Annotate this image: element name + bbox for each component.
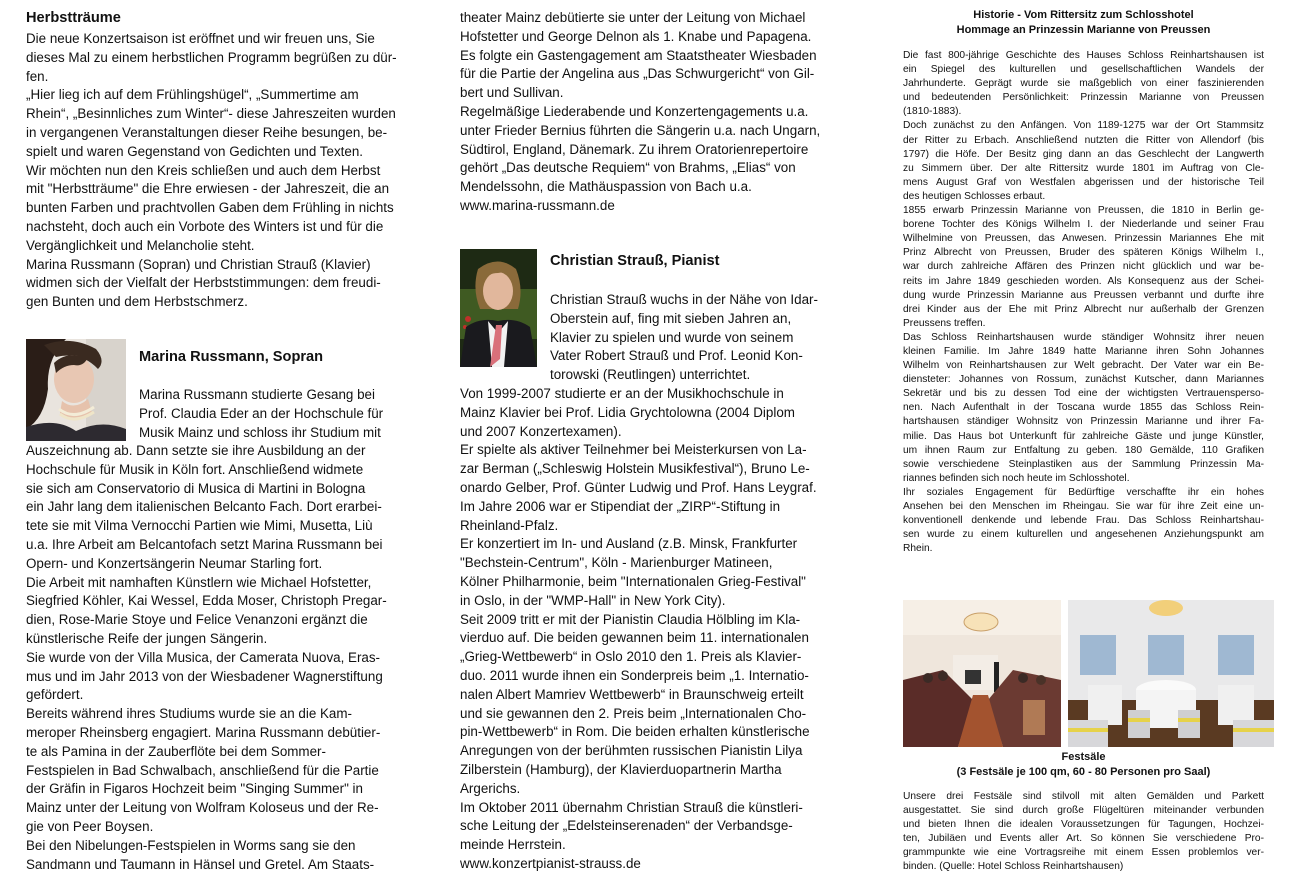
text-line: und sie gewannen den 2. Preis beim „Internationalen Cho- [460, 705, 807, 721]
text-line: sen wurde zu einem kulturellen und angesehenen Anziehungspunkt am [903, 529, 1264, 541]
text-line: um ihnen Raum zur Entfaltung zu geben. 180 Gemälde, 110 Grafiken [903, 444, 1264, 456]
history-paragraph [903, 119, 1264, 204]
text-line: zu Simmern über. Der alte Rittersitz wurde 1801 im Auftrag von Cle- [903, 162, 1264, 174]
text-line: konventionell denkende und lebende Frau. Das Schloss Reinhartshau- [903, 515, 1264, 527]
text-line: „Grieg-Wettbewerb“ in Oslo 2010 den 1. Preis als Klavier- [460, 649, 802, 665]
text-line: Mainz unter der Leitung von Wolfram Koloseus und der Re- [26, 800, 379, 816]
text-line: gie von Peer Boysen. [26, 818, 154, 834]
history-paragraph [903, 331, 1264, 486]
text-line: Preussens treffen. [903, 317, 986, 329]
text-line: Bereits während ihres Studiums wurde sie an die Kam- [26, 706, 352, 722]
text-line[interactable]: www.konzertpianist-strauss.de [460, 855, 641, 871]
text-line: Doch zunächst zu den Anfängen. Von 1189-1275 war der Ort Stammsitz [903, 120, 1264, 132]
caption-line1: Festsäle [1061, 751, 1106, 763]
text-line: zar Berman („Schleswig Holstein Musikfestival“), Bruno Le- [460, 461, 810, 477]
text-line: gefördert. [26, 687, 84, 703]
text-line: meroper Rheinsberg engagiert. Marina Russmann debütier- [26, 724, 381, 740]
text-line: tete sie mit Vilma Vernocchi Partien wie Mimi, Musetta, Liù [26, 518, 373, 534]
text-line: te als Pamina in der Zauberflöte bei dem Sommer- [26, 743, 326, 759]
text-line: duo. 2011 wurde ihnen ein Sonderpreis beim „1. Internatio- [460, 667, 809, 683]
text-line: Rhein“, „Besinnliches zum Winter“- diese Jahreszeiten wurden [26, 106, 396, 122]
artist-heading-christian-strauss: Christian Strauß, Pianist [550, 253, 720, 269]
text-line: der Gräfin in Figaros Hochzeit beim "Singing Summer" in [26, 781, 363, 797]
text-line: unter Frieder Bernius führten die Sängerin u.a. nach Ungarn, [460, 122, 821, 138]
text-line: milie. Das Haus bot Unterkunft für zahlreiche Gäste und junge Künstler, [903, 430, 1264, 442]
artist-bio-continued [460, 9, 820, 216]
text-line: "Bechstein-Centrum", Köln - Marienburger Matineen, [460, 555, 773, 571]
text-line: Klavier zu spielen und wurde von seinem [550, 329, 794, 345]
text-line: für die Partie der Angelina aus „Das Schwurgericht“ von Gil- [460, 66, 815, 82]
section-title: Herbstträume [26, 10, 121, 26]
text-line: ein Jahr lang dem italienischen Belcanto Fach. Dort erarbei- [26, 499, 382, 515]
text-line: dieses Mal zu einem herbstlichen Programm begrüßen zu dür- [26, 49, 397, 65]
text-line: mit "Herbstträume" die Ehre erwiesen - der Jahreszeit, die an [26, 181, 390, 197]
text-line: war durch zahlreiche Affären des Prinzen nicht glücklich und war be- [903, 261, 1264, 273]
text-line: bert und Sullivan. [460, 85, 564, 101]
text-line: Marina Russmann (Sopran) und Christian Strauß (Klavier) [26, 256, 371, 272]
text-line: Seit 2009 tritt er mit der Pianistin Claudia Hölbling im Kla- [460, 611, 801, 627]
text-line: meinde Herrstein. [460, 837, 566, 853]
festsaele-description [903, 790, 1264, 875]
text-line: gehört „Das deutsche Requiem“ von Brahms, „Elias“ von [460, 160, 796, 176]
text-line: 1797) die Höfe. Der Besitz ging dann an das Geschlecht der Langwerth [903, 148, 1264, 160]
text-line: sie sich am Conservatorio di Musica di Martini in Bologna [26, 480, 366, 496]
text-line: ten, Jubiläen und Events aller Art. So können Sie verschiedene Pro- [903, 833, 1264, 845]
text-line: in vergangenen Veranstaltungen dieser Reihe besungen, be- [26, 124, 388, 140]
text-line: Von 1999-2007 studierte er an der Musikhochschule in [460, 386, 784, 401]
text-line: Die neue Konzertsaison ist eröffnet und wir freuen uns, Sie [26, 31, 375, 46]
text-line: Unsere drei Festsäle sind stilvoll mit alten Gemälden und Parkett [903, 791, 1264, 802]
text-line: Prinz Albrecht von Preussen, Bruder des späteren Königs Wilhelm I., [903, 247, 1264, 259]
text-line: Jahrhunderte. Geprägt wurde sie maßgeblich von einer faszinierenden [903, 78, 1264, 90]
portrait-photo-christian-strauss [460, 249, 537, 367]
text-line: des heutigen Schlosses erbaut. [903, 190, 1046, 202]
text-line: u.a. Ihre Arbeit am Belcantofach setzt Marina Russmann bei [26, 536, 383, 552]
text-line: Wir möchten nun den Kreis schließen und auch dem Herbst [26, 162, 381, 178]
text-line: Wilhelmine von Preussen, das Anwesen. Prinzessin Mariannes Ehe mit [903, 233, 1264, 245]
text-line: ausgestattet. Sie sind durch große Flügeltüren miteinander verbunden [903, 805, 1264, 817]
text-line: Im Jahre 2006 war er Stipendiat der „ZIRP“-Stiftung in [460, 498, 781, 514]
text-line: diensteter: Johannes von Rossum, zunächst Kutscher, dann Mariannes [903, 374, 1264, 386]
text-line: und 2007 Konzertexamen). [460, 423, 622, 439]
festsaal-banquet-photo [1068, 600, 1274, 747]
history-paragraph [903, 486, 1264, 556]
text-line: hartshausen ständiger Wohnsitz von Prinzessin Marianne und ihrer Fa- [903, 416, 1264, 428]
text-line: Festspielen in Bad Schwalbach, anschließend für die Partie [26, 762, 379, 778]
festsaal-concert-photo [903, 600, 1061, 747]
text-line: Sandmann und Taumann in Hänsel und Gretel. Am Staats- [26, 856, 375, 872]
text-line: widmen sich der Vielfalt der Herbststimmungen: dem freudi- [26, 275, 381, 291]
text-line: nalen Albert Mamriev Wettbewerb“ in Braunschweig erteilt [460, 686, 804, 702]
text-line: (1810-1883). [903, 106, 962, 118]
text-line: Mendelssohn, die Mathäuspassion von Bach u.a. [460, 179, 752, 195]
text-line: Opern- und Konzertsängerin Neumar Starling fort. [26, 555, 323, 571]
text-line: kleinen Familie. Im Jahre 1849 hatte Marianne ihren Sohn Johannes [903, 345, 1264, 357]
text-line: 1855 erwarb Prinzessin Marianne von Preussen, die 1810 in Berlin ge- [903, 205, 1264, 217]
text-line: riannes befinden sich noch heute im Schlosshotel. [903, 472, 1130, 484]
history-title [903, 8, 1264, 38]
artist-bio-beside-photo [550, 291, 818, 385]
text-line: reits im Jahre 1849 geschieden worden. Als Konsequenz aus der Schei- [903, 275, 1264, 287]
text-line: nachsteht, doch auch ein Vorbote des Winters ist und für die [26, 218, 384, 234]
text-line: pin-Wettbewerb“ in Rom. Die beiden erhalten künstlerische [460, 724, 810, 740]
text-line: mens August Graf von Westfalen abgerissen und der historische Teil [903, 176, 1264, 188]
text-line: grammpunkte wie eine Vortragsreihe mit einem Essen problemlos ver- [903, 847, 1264, 859]
text-line: Hofstetter und George Delnon als 1. Knabe und Papagena. [460, 28, 812, 44]
text-line: torowski (Reutlingen) unterrichtet. [550, 367, 751, 383]
text-line: borene Tochter des Königs Wilhelm I. der Niederlande und seiner Frau [903, 219, 1264, 231]
intro-text [26, 30, 397, 312]
text-line: Er konzertiert im In- und Ausland (z.B. Minsk, Frankfurter [460, 536, 798, 552]
portrait-photo-marina-russmann [26, 339, 126, 441]
history-paragraph [903, 204, 1264, 331]
text-line: Er spielte als aktiver Teilnehmer bei Meisterkursen von La- [460, 442, 807, 458]
text-line: Das Schloss Reinhartshausen wurde ständiger Wohnsitz ihrer neuen [903, 331, 1264, 343]
festsaele-caption [903, 750, 1264, 780]
text-line: Mainz Klavier bei Prof. Lidia Grychtolowna (2004 Diplom [460, 404, 795, 420]
text-line: Hochschule für Musik in Köln fort. Anschließend widmete [26, 461, 364, 477]
text-line: Bei den Nibelungen-Festspielen in Worms sang sie den [26, 837, 356, 853]
text-line: Vergänglichkeit und Melancholie steht. [26, 237, 255, 253]
text-line: Regelmäßige Liederabende und Konzertengagements u.a. [460, 103, 809, 119]
text-line: Musik Mainz und schloss ihr Studium mit [139, 424, 381, 440]
text-line: künstlerische Reife der jungen Sängerin. [26, 630, 268, 646]
caption-line2: (3 Festsäle je 100 qm, 60 - 80 Personen pro Saal) [956, 766, 1211, 778]
history-text [903, 49, 1264, 556]
text-line: vierduo auf. Die beiden gewannen beim 11. internationalen [460, 630, 809, 646]
text-line: in Oslo, in der "WMP-Hall" in New York City). [460, 592, 726, 608]
text-line: und bieten Ihnen die idealen Voraussetzungen für Tagungen, Hochzei- [903, 819, 1264, 831]
history-title-line2: Hommage an Prinzessin Marianne von Preussen [956, 24, 1211, 36]
text-line: dung wurde Prinzessin Marianne aus Preussen verbannt und durfte ihre [903, 289, 1264, 301]
artist-heading-marina-russmann: Marina Russmann, Sopran [139, 349, 324, 365]
artist-bio-christian-strauss [460, 385, 817, 874]
text-line: theater Mainz debütierte sie unter der Leitung von Michael [460, 10, 806, 25]
text-line: onardo Gelber, Prof. Günter Ludwig und Prof. Hans Leygraf. [460, 479, 817, 495]
text-line: sche Leitung der „Edelsteinserenaden“ der Verbandsge- [460, 818, 793, 834]
history-paragraph [903, 49, 1264, 119]
text-line: „Hier lieg ich auf dem Frühlingshügel“, „Summertime am [26, 87, 359, 103]
text-line: spielt und waren Gegenstand von Gedichten und Texten. [26, 143, 363, 159]
text-line: nen. Nach Aufenthalt in der Toscana wurde 1855 das Schloss Rein- [903, 402, 1264, 414]
text-line: Rhein. [903, 543, 933, 555]
text-line: Prof. Claudia Eder an der Hochschule für [139, 405, 384, 421]
text-line: bunten Farben und prachtvollen Gaben dem Frühling in nichts [26, 200, 394, 216]
text-line: Argerichs. [460, 780, 521, 796]
text-line: mus und im Jahr 2013 von der Wiesbadener Wagnerstiftung [26, 668, 383, 684]
text-line[interactable]: www.marina-russmann.de [460, 197, 615, 213]
text-line: Rheinland-Pfalz. [460, 517, 559, 533]
text-line: ein Spiegel des kulturellen und gesellschaftlichen Wandels der [903, 64, 1264, 76]
text-line: Sekretär und bis zu dessen Tod eine der wichtigsten Vertrauensperso- [903, 388, 1264, 400]
text-line: Marina Russmann studierte Gesang bei [139, 387, 375, 402]
text-line: Auszeichnung ab. Dann setzte sie ihre Ausbildung an der [26, 443, 366, 458]
artist-bio-marina-russmann [26, 442, 387, 874]
text-line: Wilhelm von Reinhartshausen zur Welt gebracht. Der Vater war ein Be- [903, 360, 1264, 372]
text-line: Anregungen von der berühmten russischen Pianistin Lilya [460, 743, 803, 759]
text-line: Christian Strauß wuchs in der Nähe von Idar- [550, 292, 818, 307]
text-line: gen Bunten und dem Herbstschmerz. [26, 294, 248, 310]
text-line: Südtirol, England, Dänemark. Zu ihrem Oratorienrepertoire [460, 141, 809, 157]
text-line: Zilberstein (Hamburg), der Klavierduopartnerin Martha [460, 761, 782, 777]
text-line: der Ritter zu Erbach. Anschließend nutzten die Ritter von Allendorf (bis [903, 134, 1264, 146]
text-line: Im Oktober 2011 übernahm Christian Strauß die künstleri- [460, 799, 803, 815]
artist-bio-beside-photo [139, 386, 383, 442]
text-line: Siegfried Köhler, Kai Wessel, Edda Moser, Christoph Pregar- [26, 593, 387, 609]
text-line: Es folgte ein Gastengagement am Staatstheater Wiesbaden [460, 47, 817, 63]
text-line: Kölner Philharmonie, beim "Internationalen Grieg-Festival" [460, 573, 806, 589]
text-line: Sie wurde von der Villa Musica, der Camerata Nuova, Eras- [26, 649, 381, 665]
text-line: Vater Robert Strauß und Prof. Leonid Kon- [550, 348, 803, 364]
text-line: dien, Rose-Marie Stoye und Felice Venanzoni ergänzt die [26, 612, 368, 628]
text-line: drei Kinder aus der Ehe mit Prinz Albrecht nur außerhalb der Grenzen [903, 303, 1264, 315]
text-line: fen. [26, 68, 49, 84]
text-line: Die Arbeit mit namhaften Künstlern wie Michael Hofstetter, [26, 574, 372, 590]
text-line: binden. (Quelle: Hotel Schloss Reinhartshausen) [903, 861, 1124, 873]
history-title-line1: Historie - Vom Rittersitz zum Schlosshotel [973, 9, 1194, 21]
text-line: Ihr soziales Engagement für Bedürftige verschaffte ihr ein hohes [903, 486, 1264, 498]
text-line: sowie verschiedene Steinplastiken aus der Sammlung Prinzessin Ma- [903, 458, 1264, 470]
text-line: Die fast 800-jährige Geschichte des Hauses Schloss Reinhartshausen ist [903, 50, 1264, 61]
text-line: und bedeutenden Persönlichkeit: Prinzessin Marianne von Preussen [903, 92, 1264, 104]
text-line: Oberstein auf, fing mit sieben Jahren an, [550, 310, 792, 326]
text-line: Ansehen bei den Menschen im Rheingau. Sie war für ihre Zeit eine un- [903, 501, 1264, 512]
